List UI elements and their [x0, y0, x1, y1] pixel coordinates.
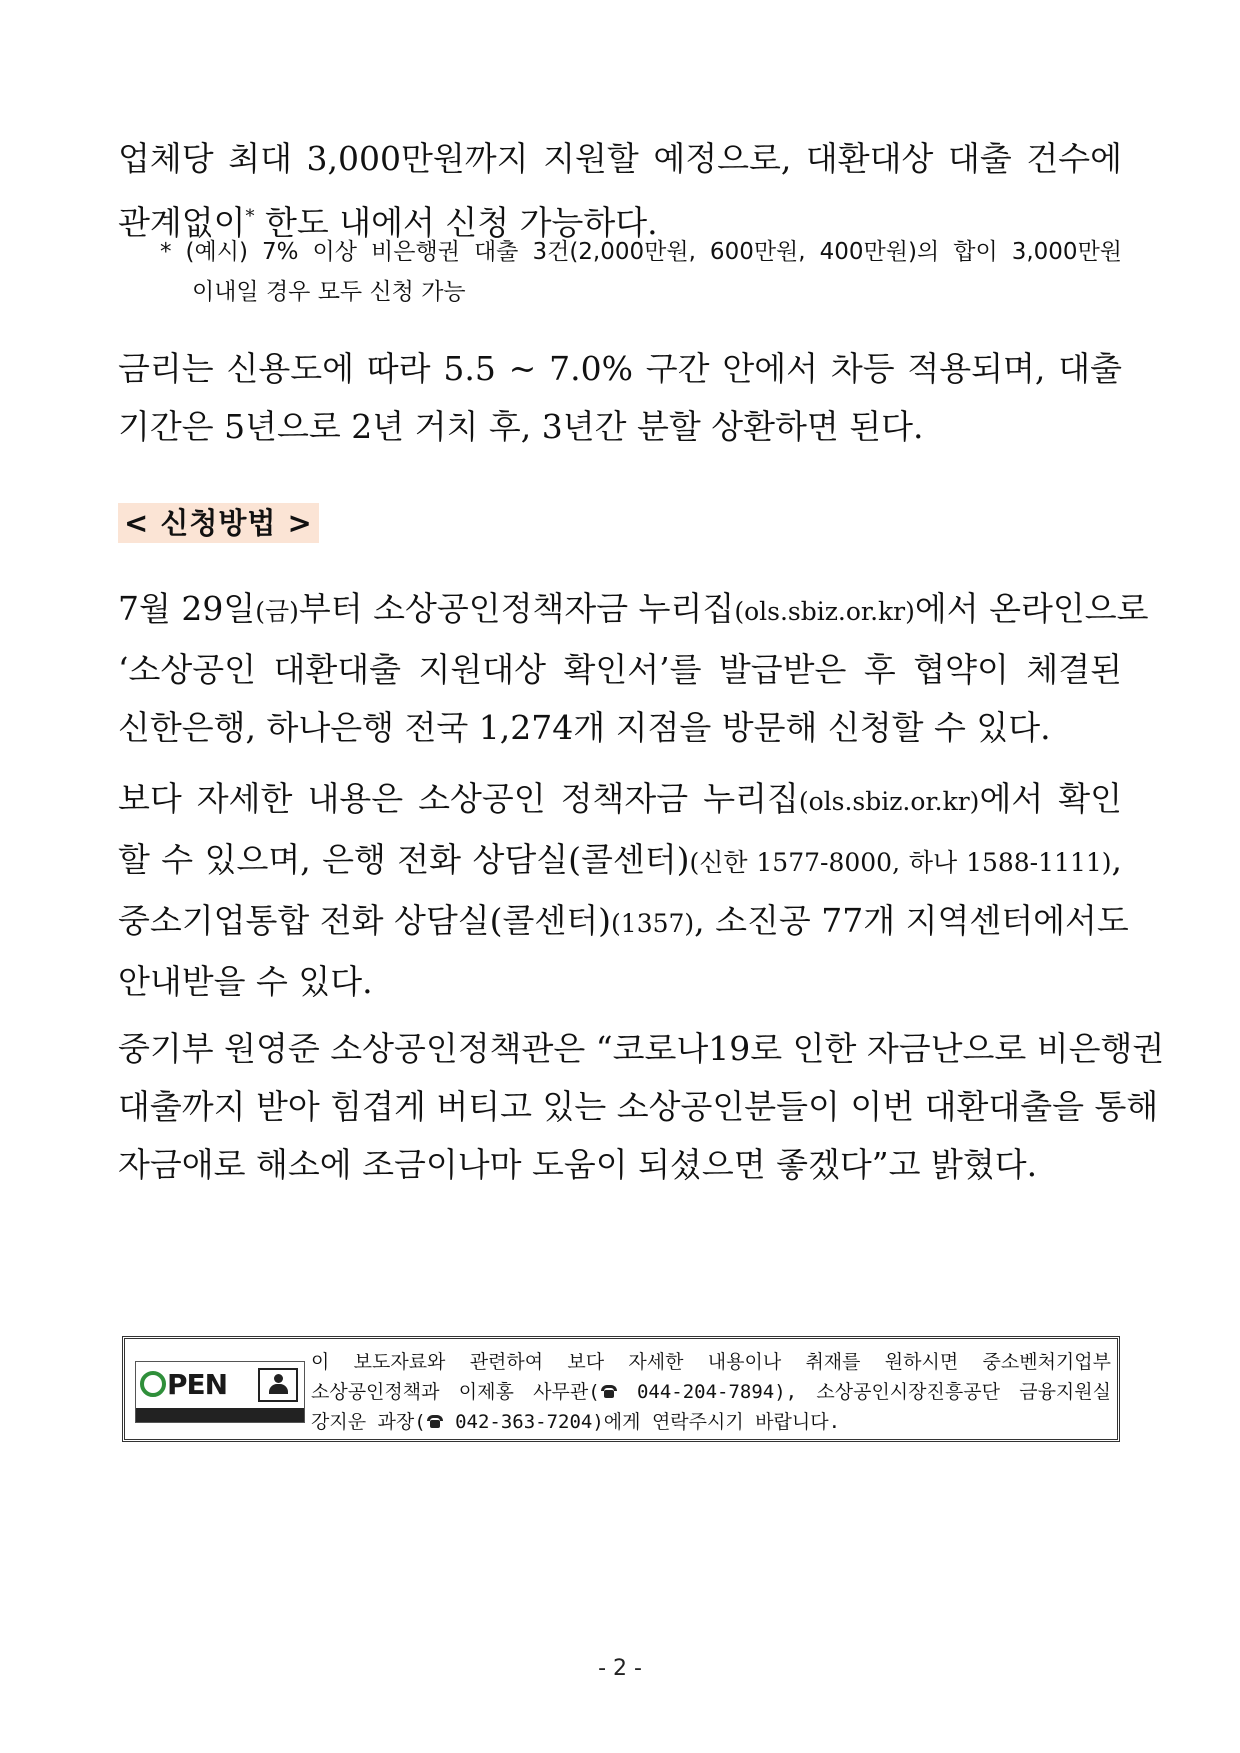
text-span: 한도 내에서 신청 가능하다. [254, 203, 658, 242]
text-line [118, 892, 1129, 953]
footnote-example [160, 232, 1122, 312]
contact-info-box [122, 1336, 1120, 1442]
text-span: 소상공인정책과 이제홍 사무관( [311, 1381, 600, 1403]
phone-icon [426, 1415, 444, 1429]
text-span: 할 수 있으며, 은행 전화 상담실(콜센터) [118, 840, 690, 879]
footnote-line: * (예시) 7% 이상 비은행권 대출 3건(2,000만원, 600만원, 400만원)의 합이 3,000만원 [160, 239, 1122, 265]
text-span: 7월 29일 [118, 589, 256, 628]
text-span: 중소기업통합 전화 상담실(콜센터) [118, 901, 612, 940]
page-number: - 2 - [598, 1656, 642, 1681]
paragraph-interest-rate [118, 340, 1122, 456]
text-line: 신한은행, 하나은행 전국 1,274개 지점을 방문해 신청할 수 있다. [118, 708, 1051, 747]
contact-text [311, 1347, 1111, 1437]
text-span: 보다 자세한 내용은 소상공인 정책자금 누리집 [118, 779, 799, 818]
phone-number: 044-204-7894), 소상공인시장진흥공단 금융지원실 [617, 1381, 1111, 1403]
contact-line [311, 1377, 1111, 1407]
text-span: 강지운 과장( [311, 1411, 426, 1433]
text-span: (금) [255, 597, 299, 626]
text-line: 자금애로 해소에 조금이나마 도움이 되셨으면 좋겠다”고 밝혔다. [118, 1145, 1038, 1184]
text-span: 에서 온라인으로 [914, 589, 1149, 628]
paragraph-inquiries [118, 770, 1129, 1011]
text-line: 대출까지 받아 힘겹게 버티고 있는 소상공인분들이 이번 대환대출을 통해 [118, 1087, 1159, 1126]
text-span: , 소진공 77개 지역센터에서도 [694, 901, 1129, 940]
license-caption-bar [136, 1408, 304, 1422]
phone-number: 042-363-7204)에게 연락주시기 바랍니다. [443, 1411, 841, 1433]
call-center-numbers: (신한 1577-8000, 하나 1588-1111) [689, 848, 1112, 877]
paragraph-application [118, 580, 1149, 757]
text-span: 부터 소상공인정책자금 누리집 [298, 589, 735, 628]
contact-line: 이 보도자료와 관련하여 보다 자세한 내용이나 취재를 원하시면 중소벤처기업부 [311, 1351, 1111, 1373]
text-span: , [1111, 840, 1123, 879]
text-line [118, 580, 1149, 641]
footnote-marker: * [245, 206, 255, 227]
text-line [118, 831, 1122, 892]
text-line: 중기부 원영준 소상공인정책관은 “코로나19로 인한 자금난으로 비은행권 [118, 1029, 1165, 1068]
text-line: 금리는 신용도에 따라 5.5 ~ 7.0% 구간 안에서 차등 적용되며, 대출 [118, 349, 1122, 388]
open-license-logo [135, 1361, 305, 1423]
section-heading-application-method: < 신청방법 > [118, 503, 319, 543]
footnote-line: 이내일 경우 모두 신청 가능 [192, 279, 466, 305]
text-line: 안내받을 수 있다. [118, 962, 373, 1001]
person-icon [258, 1368, 298, 1402]
text-line: 기간은 5년으로 2년 거치 후, 3년간 분할 상환하면 된다. [118, 407, 924, 446]
text-span: 관계없이 [118, 203, 246, 242]
text-line: ‘소상공인 대환대출 지원대상 확인서’를 발급받은 후 협약이 체결된 [118, 650, 1122, 689]
text-line: 업체당 최대 3,000만원까지 지원할 예정으로, 대환대상 대출 건수에 [118, 139, 1122, 178]
website-url: (ols.sbiz.or.kr) [734, 597, 915, 626]
open-logo-text: PEN [140, 1366, 250, 1404]
phone-icon [600, 1385, 618, 1399]
paragraph-official-quote [118, 1020, 1165, 1194]
website-url: (ols.sbiz.or.kr) [798, 787, 980, 816]
contact-line [311, 1407, 1111, 1437]
call-center-number: (1357) [611, 909, 695, 938]
text-span: 에서 확인 [979, 779, 1122, 818]
text-line [118, 770, 1122, 831]
